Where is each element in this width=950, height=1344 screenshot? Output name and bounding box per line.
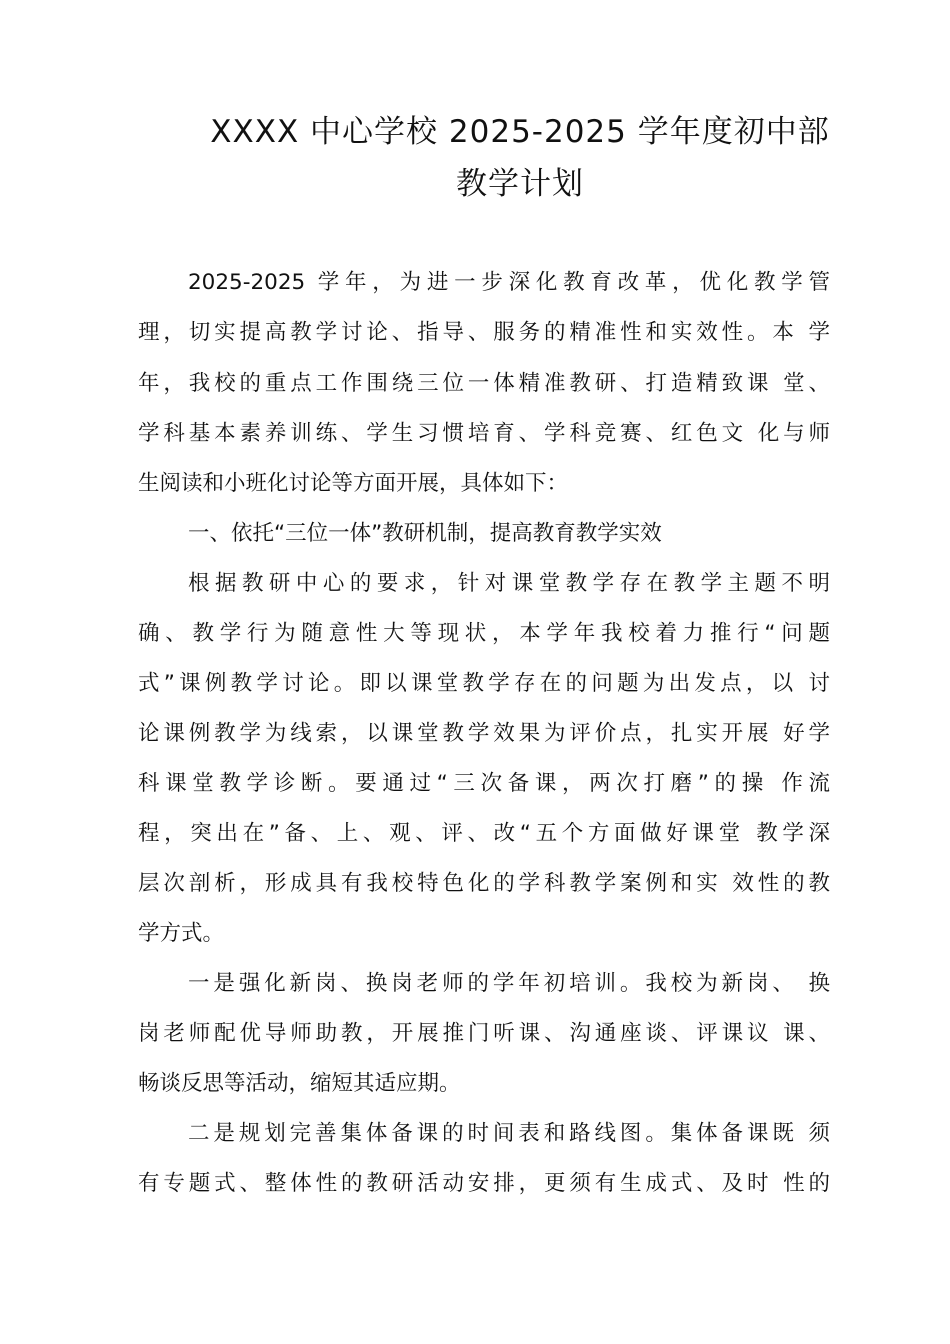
body-line: 年，我校的重点工作围绕三位一体精准教研、打造精致课 堂、 <box>138 371 830 396</box>
body-line: 程，突出在”备、上、观、评、改“五个方面做好课堂 教学深 <box>138 821 830 846</box>
body-line: 二是规划完善集体备课的时间表和路线图。集体备课既 须 <box>188 1121 830 1146</box>
body-line: 生阅读和小班化讨论等方面开展，具体如下： <box>138 471 569 496</box>
body-line: 学方式。 <box>138 921 225 946</box>
body-line: 确、教学行为随意性大等现状，本学年我校着力推行“问题 <box>138 621 830 646</box>
body-line: 一是强化新岗、换岗老师的学年初培训。我校为新岗、 换 <box>188 971 830 996</box>
body-line: 理，切实提高教学讨论、指导、服务的精准性和实效性。本 学 <box>138 320 830 345</box>
body-line: 层次剖析，形成具有我校特色化的学科教学案例和实 效性的教 <box>138 871 830 896</box>
body-line: 有专题式、整体性的教研活动安排，更须有生成式、及时 性的 <box>138 1171 830 1196</box>
body-line: 畅谈反思等活动，缩短其适应期。 <box>138 1071 461 1096</box>
body-line: 根据教研中心的要求，针对课堂教学存在教学主题不明 <box>188 571 830 596</box>
body-line: 2025-2025 学年，为进一步深化教育改革，优化教学管 <box>188 270 830 295</box>
body-line: 论课例教学为线索，以课堂教学效果为评价点，扎实开展 好学 <box>138 721 830 746</box>
document-title-line-1: XXXX 中心学校 2025-2025 学年度初中部 <box>210 114 830 150</box>
section-heading: 一、依托“三位一体”教研机制，提高教育教学实效 <box>188 521 662 546</box>
body-line: 式”课例教学讨论。即以课堂教学存在的问题为出发点，以 讨 <box>138 671 830 696</box>
body-line: 学科基本素养训练、学生习惯培育、学科竞赛、红色文 化与师 <box>138 421 830 446</box>
body-line: 岗老师配优导师助教，开展推门听课、沟通座谈、评课议 课、 <box>138 1021 830 1046</box>
document-title-line-2: 教学计划 <box>456 166 584 202</box>
body-line: 科课堂教学诊断。要通过“三次备课，两次打磨”的操 作流 <box>138 771 830 796</box>
